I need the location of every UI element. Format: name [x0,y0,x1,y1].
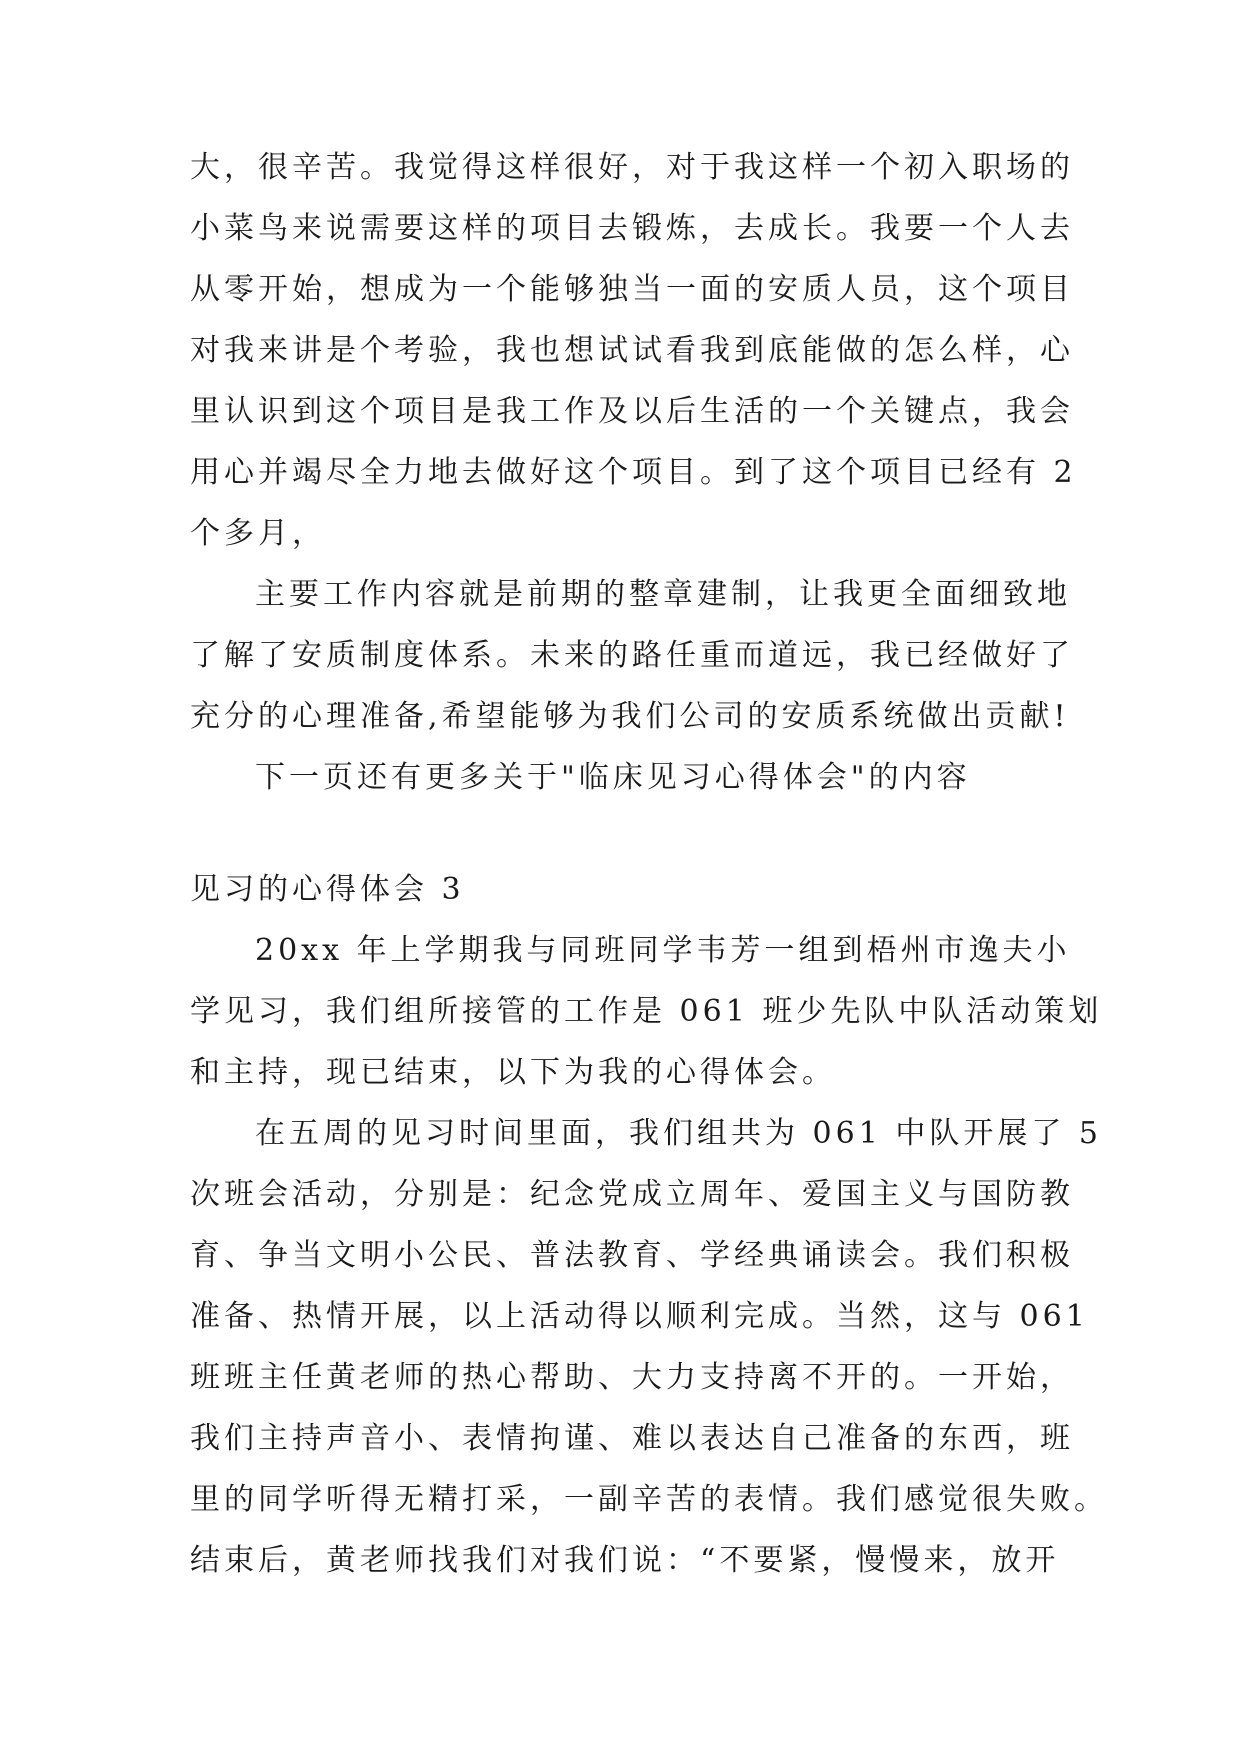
text-line: 个多月， [190,516,326,551]
text-line: 大，很辛苦。我觉得这样很好，对于我这样一个初入职场的 [190,150,1074,185]
text-line: 结束后，黄老师找我们对我们说：“不要紧，慢慢来，放开 [190,1543,1060,1578]
text-line: 充分的心理准备,希望能够为我们公司的安质系统做出贡献! [190,699,1070,734]
text-line: 里的同学听得无精打采，一副辛苦的表情。我们感觉很失败。 [190,1482,1108,1517]
text-line: 准备、热情开展，以上活动得以顺利完成。当然，这与 061 [190,1299,1089,1334]
text-line: 用心并竭尽全力地去做好这个项目。到了这个项目已经有 2 [190,455,1077,490]
section-title: 见习的心得体会 3 [190,872,465,907]
text-line: 和主持，现已结束，以下为我的心得体会。 [190,1055,836,1090]
paragraph-first-line: 在五周的见习时间里面，我们组共为 061 中队开展了 5 [255,1116,1102,1151]
paragraph-first-line: 20xx 年上学期我与同班同学韦芳一组到梧州市逸夫小 [255,933,1071,968]
text-line: 小菜鸟来说需要这样的项目去锻炼，去成长。我要一个人去 [190,211,1074,246]
text-line: 里认识到这个项目是我工作及以后生活的一个关键点，我会 [190,394,1074,429]
paragraph-first-line: 主要工作内容就是前期的整章建制，让我更全面细致地 [255,577,1071,612]
text-line: 育、争当文明小公民、普法教育、学经典诵读会。我们积极 [190,1238,1074,1273]
text-line: 次班会活动，分别是：纪念党成立周年、爱国主义与国防教 [190,1177,1074,1212]
text-line: 从零开始，想成为一个能够独当一面的安质人员，这个项目 [190,272,1074,307]
next-page-note: 下一页还有更多关于"临床见习心得体会"的内容 [255,760,971,795]
text-line: 我们主持声音小、表情拘谨、难以表达自己准备的东西，班 [190,1421,1074,1456]
text-line: 班班主任黄老师的热心帮助、大力支持离不开的。一开始， [190,1360,1074,1395]
text-line: 对我来讲是个考验，我也想试试看我到底能做的怎么样，心 [190,333,1074,368]
text-line: 了解了安质制度体系。未来的路任重而道远，我已经做好了 [190,638,1074,673]
text-line: 学见习，我们组所接管的工作是 061 班少先队中队活动策划 [190,994,1103,1029]
